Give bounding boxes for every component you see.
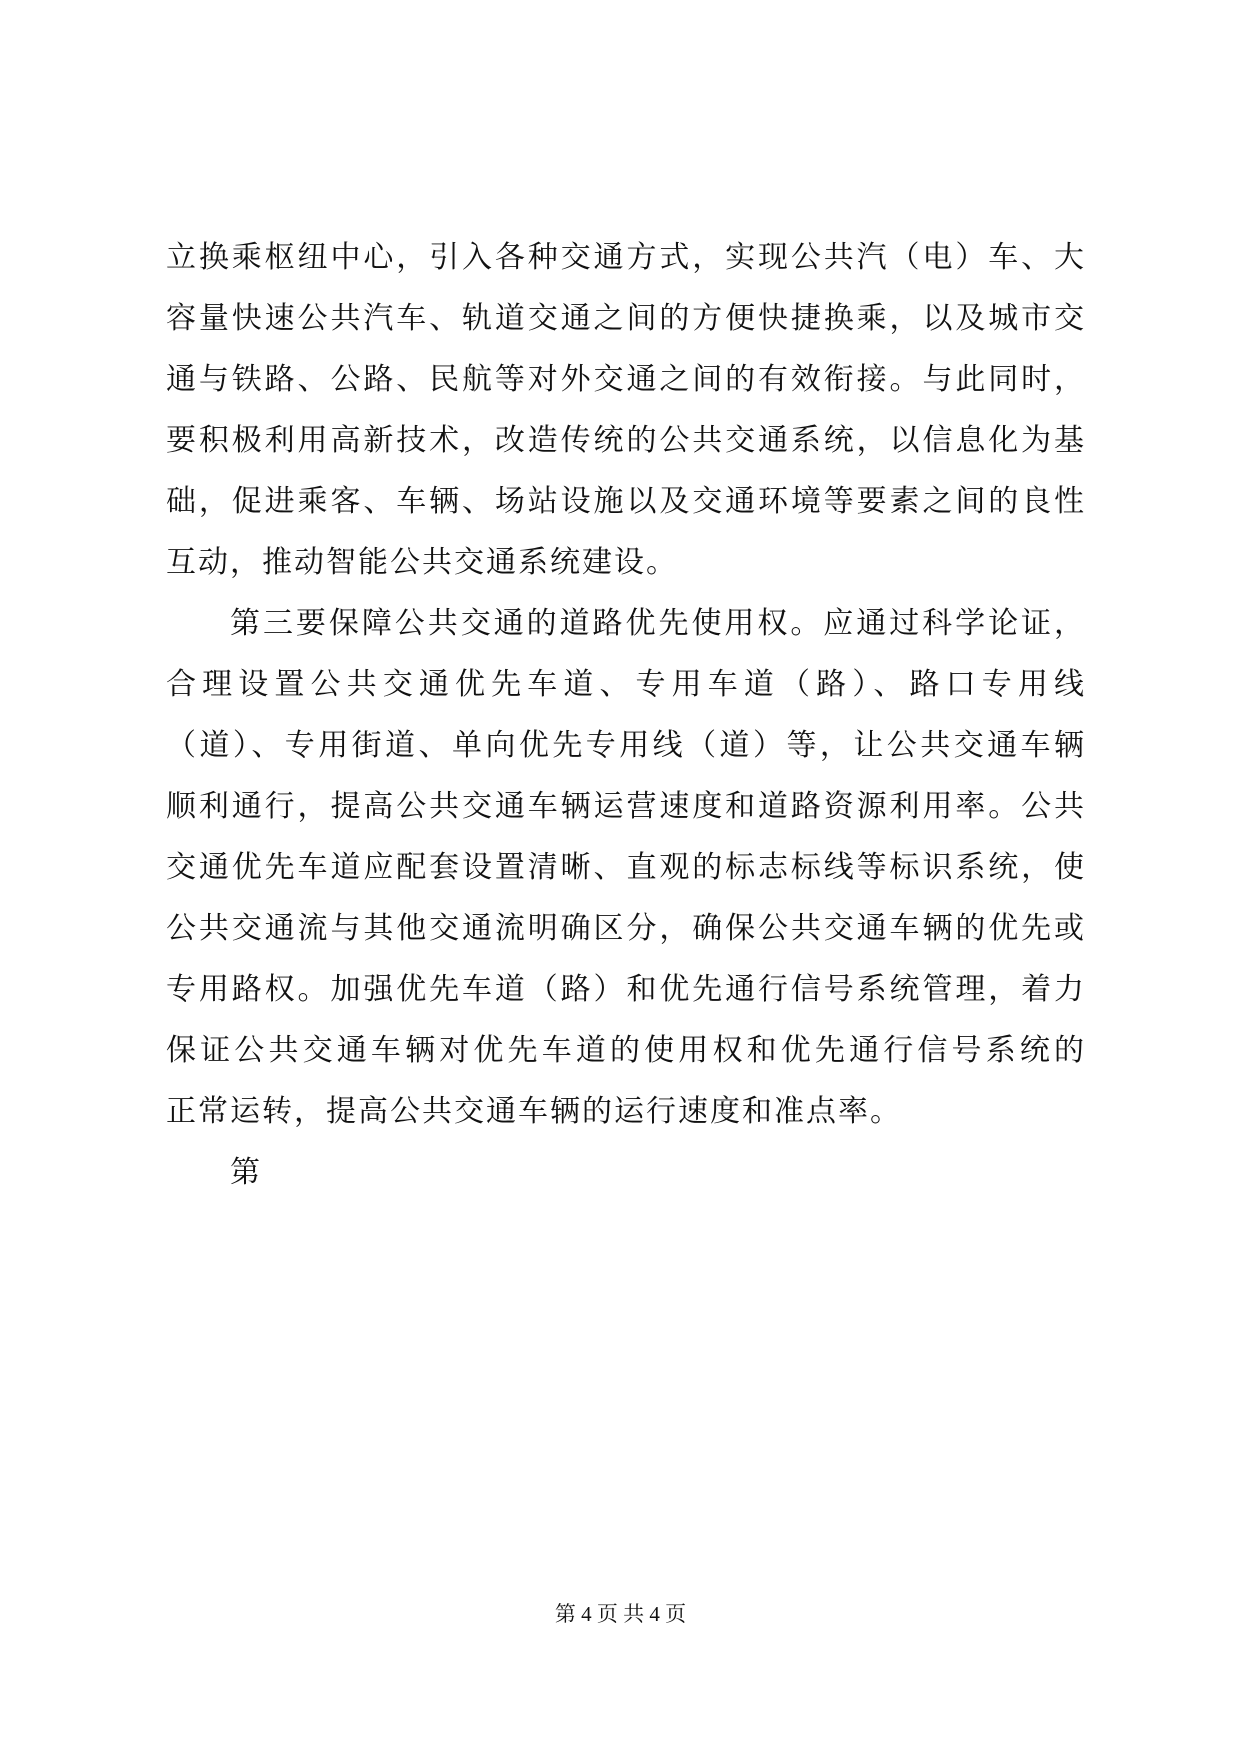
paragraph-1-line-5: 础，促进乘客、车辆、场站设施以及交通环境等要素之间的良性 <box>166 484 1086 519</box>
paragraph-2-line-4: 顺利通行，提高公共交通车辆运营速度和道路资源利用率。公共 <box>166 789 1086 824</box>
paragraph-1-line-3: 通与铁路、公路、民航等对外交通之间的有效衔接。与此同时， <box>166 362 1086 397</box>
page-number-footer: 第 4 页 共 4 页 <box>554 1602 687 1626</box>
paragraph-1-line-4: 要积极利用高新技术，改造传统的公共交通系统，以信息化为基 <box>166 423 1086 458</box>
paragraph-2-line-9: 正常运转，提高公共交通车辆的运行速度和准点率。 <box>166 1094 902 1129</box>
paragraph-2-line-7: 专用路权。加强优先车道（路）和优先通行信号系统管理，着力 <box>166 972 1086 1007</box>
paragraph-2-line-3: （道）、专用街道、单向优先专用线（道）等，让公共交通车辆 <box>166 728 1086 763</box>
paragraph-3-line-1: 第 <box>230 1155 262 1190</box>
body-text <box>166 227 1086 1203</box>
paragraph-1-line-6: 互动，推动智能公共交通系统建设。 <box>166 545 678 580</box>
paragraph-2-line-1: 第三要保障公共交通的道路优先使用权。应通过科学论证， <box>230 606 1086 641</box>
paragraph-1-line-2: 容量快速公共汽车、轨道交通之间的方便快捷换乘，以及城市交 <box>166 301 1086 336</box>
paragraph-2-line-5: 交通优先车道应配套设置清晰、直观的标志标线等标识系统，使 <box>166 850 1086 885</box>
paragraph-1-line-1: 立换乘枢纽中心，引入各种交通方式，实现公共汽（电）车、大 <box>166 240 1086 275</box>
paragraph-2-line-8: 保证公共交通车辆对优先车道的使用权和优先通行信号系统的 <box>166 1033 1086 1068</box>
paragraph-2-line-6: 公共交通流与其他交通流明确区分，确保公共交通车辆的优先或 <box>166 911 1086 946</box>
paragraph-2-line-2: 合理设置公共交通优先车道、专用车道（路）、路口专用线 <box>166 667 1086 702</box>
